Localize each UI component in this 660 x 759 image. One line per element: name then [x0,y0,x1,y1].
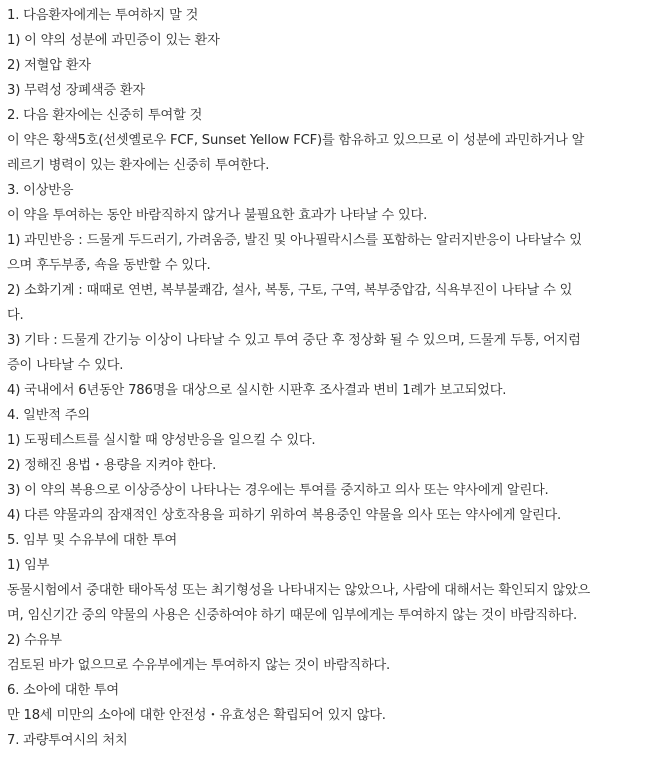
section-heading-general-precautions: 4. 일반적 주의 [7,408,90,423]
section-heading-pediatric: 6. 소아에 대한 투여 [7,683,119,698]
text-line: 이 약은 황색5호(선셋옐로우 FCF, Sunset Yellow FCF)를 함유하고 있으므로 이 성분에 과민하거나 알 [7,133,585,148]
section-heading-contraindications: 1. 다음환자에게는 투여하지 말 것 [7,8,199,23]
text-line: 이 약을 투여하는 동안 바람직하지 않거나 불필요한 효과가 나타날 수 있다. [7,208,428,223]
text-line: 검토된 바가 없으므로 수유부에게는 투여하지 않는 것이 바람직하다. [7,658,391,673]
text-line: 3) 기타 : 드물게 간기능 이상이 나타날 수 있고 투여 중단 후 정상화 될 수 있으며, 드물게 두통, 어지럼 [7,333,581,348]
text-line: 며, 임신기간 중의 약물의 사용은 신중하여야 하기 때문에 임부에게는 투여하지 않는 것이 바람직하다. [7,608,577,623]
text-line: 다. [7,308,24,323]
text-line: 증이 나타날 수 있다. [7,358,124,373]
text-line: 2) 정해진 용법・용량을 지켜야 한다. [7,458,217,473]
text-line: 2) 수유부 [7,633,62,648]
text-line: 레르기 병력이 있는 환자에는 신중히 투여한다. [7,158,270,173]
text-line: 2) 소화기계 : 때때로 연변, 복부불쾌감, 설사, 복통, 구토, 구역, 복부중압감, 식욕부진이 나타날 수 있 [7,283,573,298]
text-line: 만 18세 미만의 소아에 대한 안전성・유효성은 확립되어 있지 않다. [7,708,386,723]
text-line: 1) 과민반응 : 드물게 두드러기, 가려움증, 발진 및 아나필락시스를 포함하는 알러지반응이 나타날수 있 [7,233,582,248]
section-heading-pregnancy-lactation: 5. 임부 및 수유부에 대한 투여 [7,533,178,548]
text-line: 2) 저혈압 환자 [7,58,91,73]
section-heading-overdose: 7. 과량투여시의 처치 [7,733,128,748]
text-line: 동물시험에서 중대한 태아독성 또는 최기형성을 나타내지는 않았으나, 사람에 대해서는 확인되지 않았으 [7,583,591,598]
drug-precautions-document [0,3,660,753]
text-line: 4) 다른 약물과의 잠재적인 상호작용을 피하기 위하여 복용중인 약물을 의사 또는 약사에게 알린다. [7,508,562,523]
section-heading-caution: 2. 다음 환자에는 신중히 투여할 것 [7,108,203,123]
section-heading-adverse-reactions: 3. 이상반응 [7,183,74,198]
text-line: 3) 이 약의 복용으로 이상증상이 나타나는 경우에는 투여를 중지하고 의사 또는 약사에게 알린다. [7,483,549,498]
text-line: 으며 후두부종, 쇽을 동반할 수 있다. [7,258,211,273]
text-line: 3) 무력성 장폐색증 환자 [7,83,145,98]
text-line: 1) 이 약의 성분에 과민증이 있는 환자 [7,33,220,48]
text-line: 4) 국내에서 6년동안 786명을 대상으로 실시한 시판후 조사결과 변비 1례가 보고되었다. [7,383,507,398]
text-line: 1) 임부 [7,558,50,573]
text-line: 1) 도핑테스트를 실시할 때 양성반응을 일으킬 수 있다. [7,433,316,448]
